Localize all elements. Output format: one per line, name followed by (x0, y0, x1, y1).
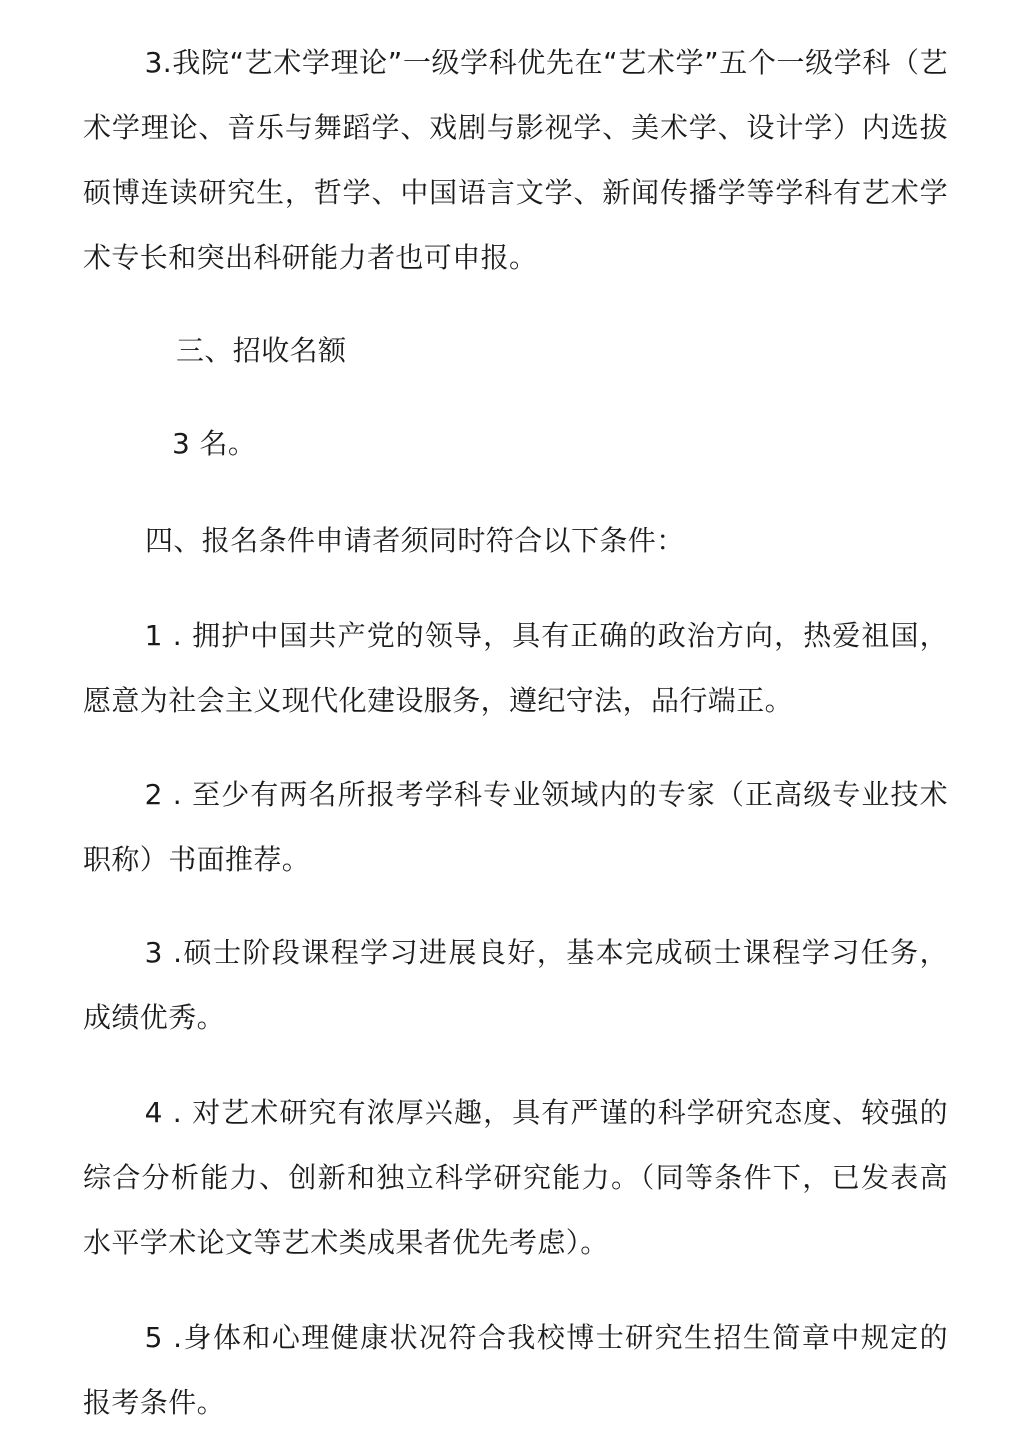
section-heading-quota: 三、招收名额 (176, 334, 347, 367)
condition-1: 1 . 拥护中国共产党的领导，具有正确的政治方向，热爱祖国，愿意为社会主义现代化建设服务，遵纪守法，品行端正。 (83, 619, 948, 717)
condition-4: 4 . 对艺术研究有浓厚兴趣，具有严谨的科学研究态度、较强的综合分析能力、创新和独立科学研究能力。（同等条件下，已发表高水平学术论文等艺术类成果者优先考虑）。 (83, 1096, 948, 1259)
section-heading-conditions: 四、报名条件申请者须同时符合以下条件： (145, 524, 685, 557)
paragraph-discipline-priority: 3.我院“艺术学理论”一级学科优先在“艺术学”五个一级学科（艺术学理论、音乐与舞蹈学、戏剧与影视学、美术学、设计学）内选拔硕博连读研究生，哲学、中国语言文学、新闻传播学等学科有艺术学术专长和突出科研能力者也可申报。 (83, 46, 948, 274)
condition-2: 2 . 至少有两名所报考学科专业领域内的专家（正高级专业技术职称）书面推荐。 (83, 778, 948, 876)
quota-value: 3 名。 (172, 427, 257, 460)
condition-3: 3 .硕士阶段课程学习进展良好，基本完成硕士课程学习任务，成绩优秀。 (83, 936, 948, 1034)
condition-5: 5 .身体和心理健康状况符合我校博士研究生招生简章中规定的报考条件。 (83, 1321, 948, 1419)
